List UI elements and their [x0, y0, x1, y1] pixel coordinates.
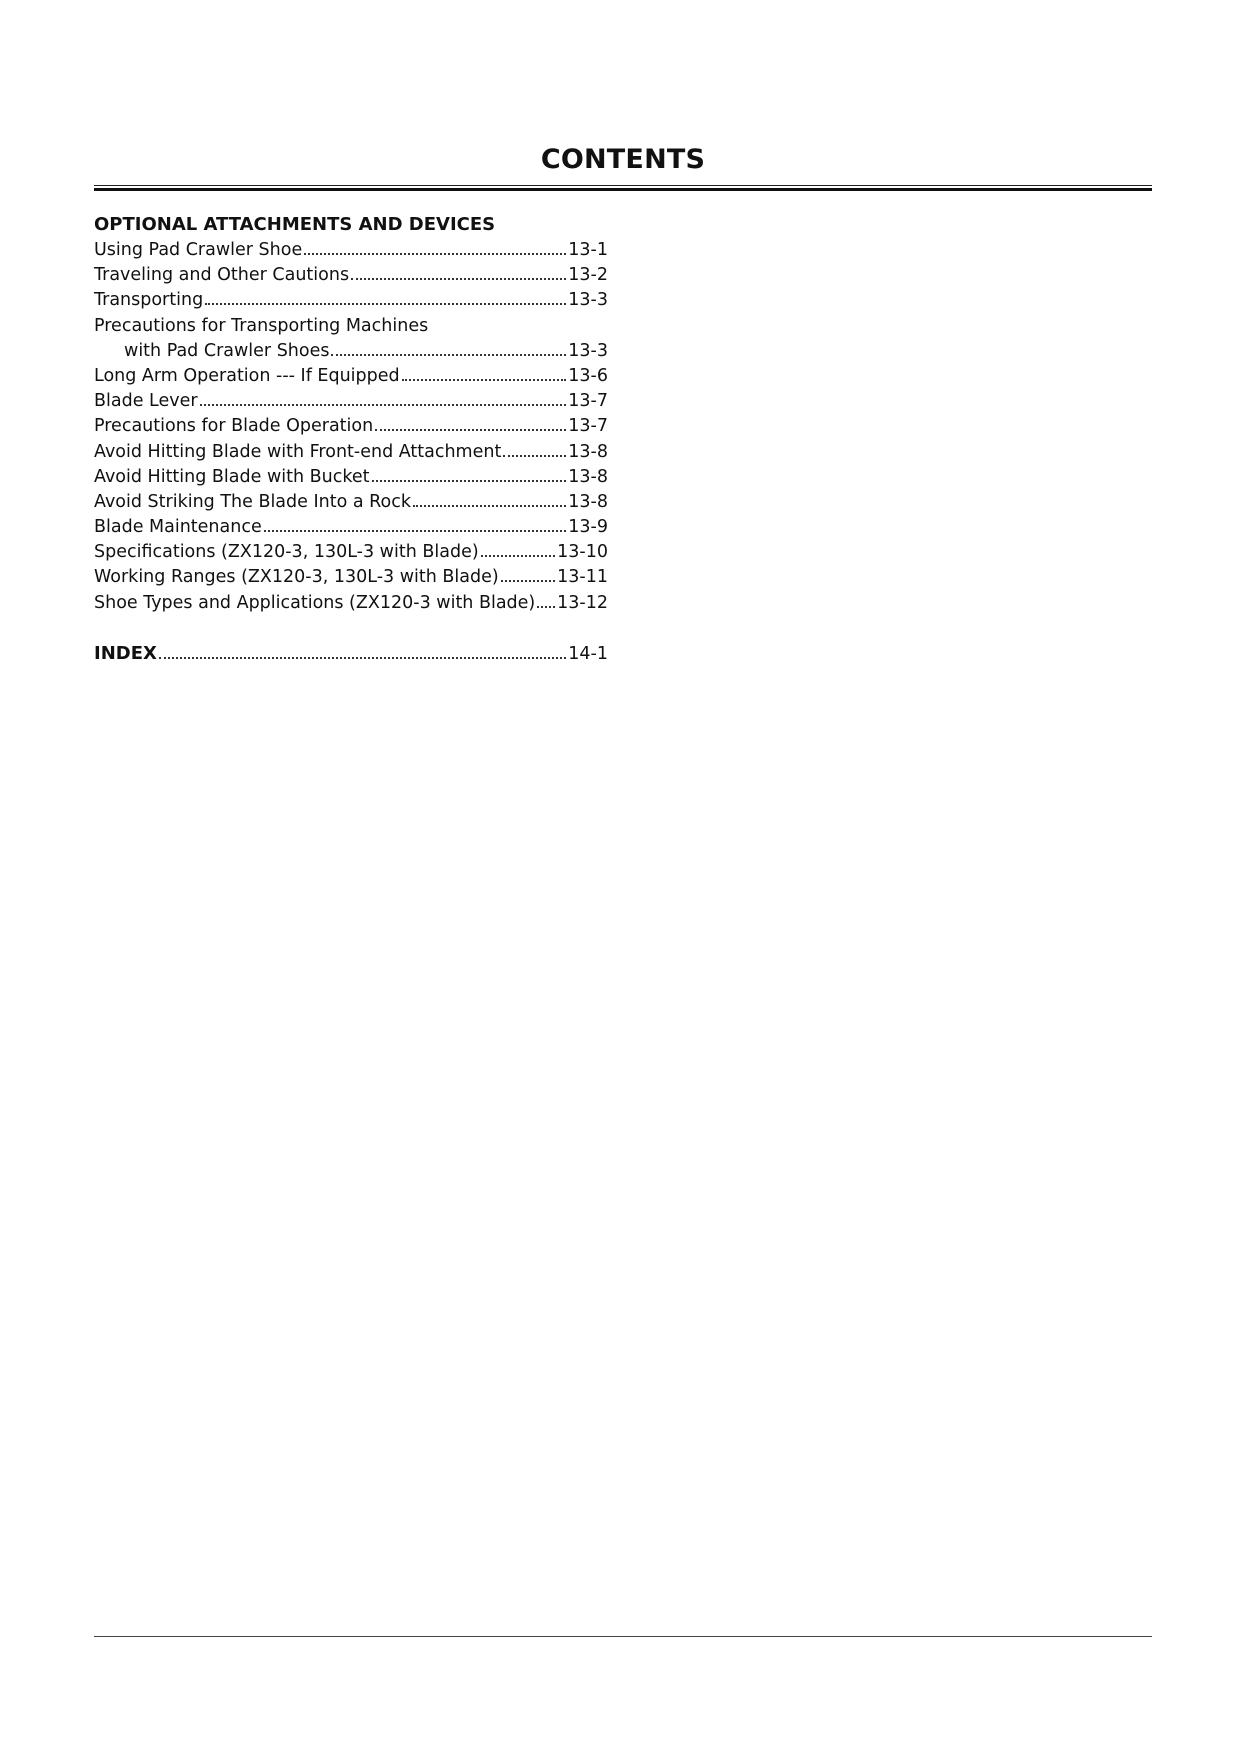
dot-leader — [501, 579, 555, 582]
dot-leader — [200, 403, 567, 406]
title-rule — [94, 185, 1152, 191]
index-page: 14-1 — [568, 643, 608, 664]
toc-entry[interactable] — [94, 565, 608, 590]
toc-entry[interactable] — [94, 263, 608, 288]
dot-leader — [402, 378, 567, 381]
toc-entry[interactable] — [94, 440, 608, 465]
toc-entry-page: 13-7 — [568, 416, 608, 437]
toc-entry[interactable] — [94, 540, 608, 565]
footer-rule — [94, 1636, 1152, 1637]
toc-entry[interactable] — [94, 490, 608, 515]
toc-entry-page: 13-11 — [557, 567, 608, 588]
toc-entry-title: Working Ranges (ZX120-3, 130L-3 with Blade) — [94, 567, 499, 588]
dot-leader — [503, 454, 566, 457]
toc-entry-title: Precautions for Blade Operation — [94, 416, 374, 437]
toc-entry-title: Precautions for Transporting Machines — [94, 315, 429, 336]
toc-entry-title: Avoid Striking The Blade Into a Rock — [94, 491, 411, 512]
table-of-contents — [94, 212, 608, 666]
toc-entry-page: 13-9 — [568, 517, 608, 538]
toc-entry-page: 13-2 — [568, 265, 608, 286]
toc-entry-title: Transporting — [94, 290, 204, 311]
dot-leader — [331, 353, 566, 356]
toc-entry-index[interactable] — [94, 641, 608, 666]
toc-entry-title: Shoe Types and Applications (ZX120-3 with Blade) — [94, 592, 536, 613]
toc-entry-title: Blade Lever — [94, 391, 198, 412]
toc-entry[interactable] — [94, 591, 608, 616]
toc-entry-page: 13-3 — [568, 340, 608, 361]
toc-entry-multiline-start — [94, 314, 608, 339]
dot-leader — [264, 529, 567, 532]
toc-entry[interactable] — [94, 339, 608, 364]
toc-entry-page: 13-8 — [568, 441, 608, 462]
toc-entry-title: Avoid Hitting Blade with Bucket — [94, 466, 370, 487]
toc-entry[interactable] — [94, 414, 608, 439]
toc-entry[interactable] — [94, 288, 608, 313]
toc-entry-title: Traveling and Other Cautions — [94, 265, 350, 286]
page-title: CONTENTS — [540, 144, 706, 175]
dot-leader — [159, 656, 566, 659]
dot-leader — [304, 252, 566, 255]
toc-entry-title: Using Pad Crawler Shoe — [94, 240, 303, 260]
title-rule-thick — [94, 188, 1152, 191]
toc-entry[interactable] — [94, 515, 608, 540]
toc-entry-page: 13-8 — [568, 491, 608, 512]
toc-entry-page: 13-10 — [557, 542, 608, 563]
toc-entry-title: Avoid Hitting Blade with Front-end Attachment — [94, 441, 502, 462]
toc-entry[interactable] — [94, 465, 608, 490]
dot-leader — [375, 428, 566, 431]
dot-leader — [372, 479, 567, 482]
toc-entry-page: 13-7 — [568, 391, 608, 412]
title-rule-thin — [94, 185, 1152, 186]
toc-entry-page: 13-12 — [557, 592, 608, 613]
toc-entry-title: Blade Maintenance — [94, 517, 262, 538]
toc-entry-title: Specifications (ZX120-3, 130L-3 with Blade) — [94, 542, 479, 563]
toc-entry-page: 13-3 — [568, 290, 608, 311]
toc-entry[interactable] — [94, 364, 608, 389]
dot-leader — [205, 302, 566, 305]
toc-entry-title: with Pad Crawler Shoes — [124, 340, 330, 361]
dot-leader — [351, 277, 566, 280]
toc-list — [94, 238, 608, 616]
section-heading: OPTIONAL ATTACHMENTS AND DEVICES — [94, 214, 496, 235]
toc-entry[interactable] — [94, 238, 608, 263]
index-title: INDEX — [94, 642, 157, 664]
toc-entry-page: 13-8 — [568, 466, 608, 487]
toc-entry[interactable] — [94, 389, 608, 414]
toc-entry-title: Long Arm Operation --- If Equipped — [94, 365, 400, 386]
toc-entry-page: 13-6 — [568, 365, 608, 386]
dot-leader — [413, 504, 566, 507]
dot-leader — [481, 554, 555, 557]
toc-entry-page: 13-1 — [568, 240, 608, 260]
dot-leader — [537, 605, 555, 608]
